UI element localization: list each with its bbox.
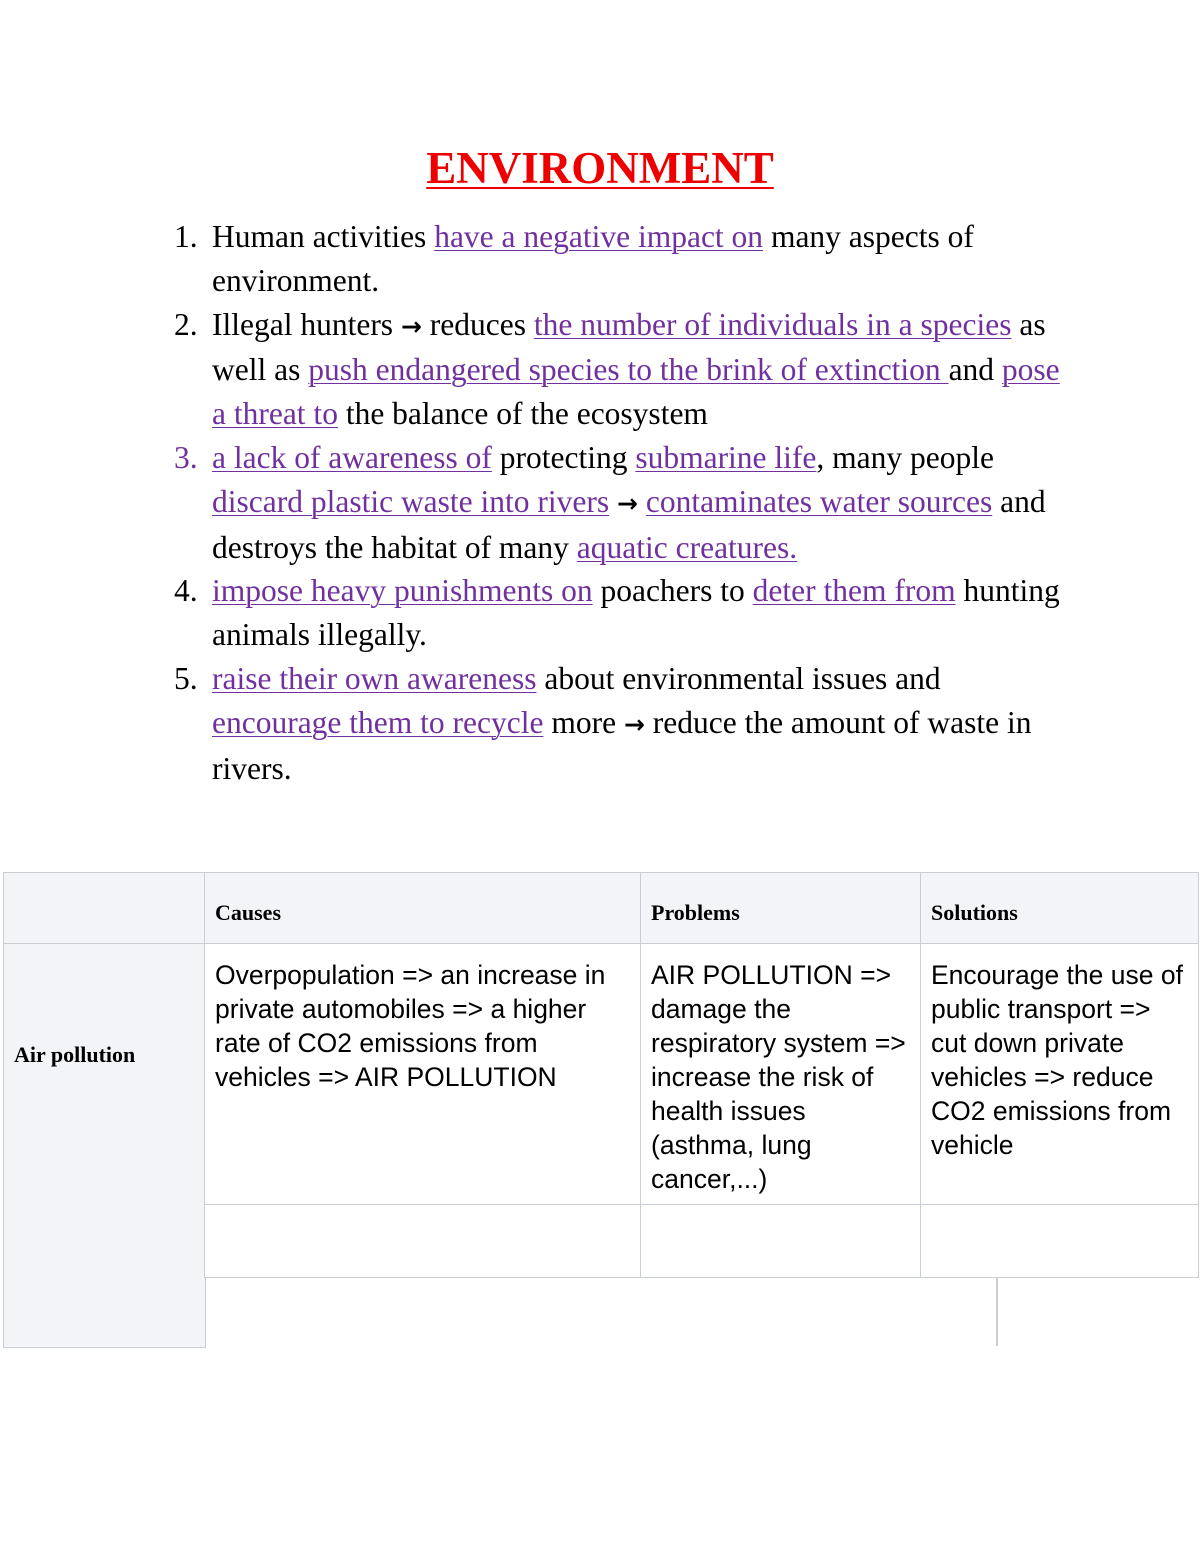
table-divider-line [996, 1278, 998, 1346]
page-title: ENVIRONMENT [426, 143, 774, 193]
key-phrase: pose a threat to [212, 352, 1060, 432]
note-text: reduce the amount of waste in rivers. [212, 704, 1032, 786]
note-text [638, 484, 646, 519]
note-item [174, 657, 1072, 790]
key-phrase: push endangered species to the brink of extinction [308, 352, 949, 388]
table-header-blank [3, 872, 206, 945]
note-text: hunting animals illegally. [212, 573, 1060, 653]
key-phrase: discard plastic waste into rivers [212, 483, 610, 519]
table-empty-cell-causes [204, 1204, 642, 1278]
note-item [174, 569, 1072, 657]
note-text: poachers to [592, 573, 753, 609]
table-header-causes: Causes [204, 872, 642, 945]
table-empty-cell-solutions [920, 1204, 1199, 1278]
table-empty-cell-problems [640, 1204, 922, 1278]
note-number: 2. [174, 306, 198, 342]
solutions-text: Encourage the use of public transport => cut down private vehicles => reduce CO2 emissions from vehicle [931, 960, 1183, 1160]
issues-table [3, 872, 1199, 1348]
note-text [609, 484, 617, 519]
note-number: 1. [174, 219, 198, 254]
note-text: about environmental issues and [536, 660, 941, 696]
key-phrase: impose heavy punishments on [212, 573, 593, 609]
table-header-solutions: Solutions [920, 872, 1199, 945]
key-phrase: submarine life [635, 439, 817, 475]
arrow-icon: → [617, 488, 638, 518]
key-phrase: encourage them to recycle [212, 704, 544, 740]
table-row-label [3, 943, 206, 1348]
note-text: many aspects of environment. [212, 219, 974, 298]
note-text: and destroys the habitat of many [212, 483, 1046, 565]
note-number: 4. [174, 573, 198, 609]
table-cell-causes [204, 943, 642, 1206]
arrow-icon: → [400, 311, 422, 341]
causes-text: Overpopulation => an increase in private automobiles => a higher rate of CO2 emissions from vehicles => AIR POLLUTION [215, 960, 606, 1092]
note-item [174, 436, 1072, 569]
note-text: protecting [491, 439, 636, 475]
note-text: reduces [421, 306, 534, 342]
note-text: , many people [816, 439, 994, 475]
note-text: as well as [212, 306, 1046, 388]
note-text: Human activities [212, 219, 435, 254]
arrow-icon: → [623, 709, 645, 739]
key-phrase: aquatic creatures. [576, 529, 798, 565]
key-phrase: raise their own awareness [212, 660, 537, 696]
note-item [174, 303, 1072, 436]
table-cell-solutions [920, 943, 1199, 1206]
key-phrase: contaminates water sources [645, 483, 993, 519]
note-text: more [543, 704, 624, 740]
table-cell-problems [640, 943, 922, 1206]
key-phrase: a lack of awareness of [212, 439, 492, 475]
note-text: Illegal hunters [212, 306, 401, 342]
key-phrase: have a negative impact on [434, 219, 764, 254]
table-header-problems: Problems [640, 872, 922, 945]
key-phrase: the number of individuals in a species [533, 306, 1012, 342]
note-number: 3. [174, 439, 198, 475]
note-text: and [948, 352, 1002, 388]
problems-text: AIR POLLUTION => damage the respiratory system => increase the risk of health issues (asthma, lung cancer,...) [651, 960, 906, 1194]
note-number: 5. [174, 660, 198, 696]
note-text: the balance of the ecosystem [337, 396, 708, 432]
row-label-text: Air pollution [14, 1042, 136, 1067]
key-phrase: deter them from [752, 573, 956, 609]
notes-list [174, 215, 1072, 790]
note-item [174, 215, 1072, 303]
